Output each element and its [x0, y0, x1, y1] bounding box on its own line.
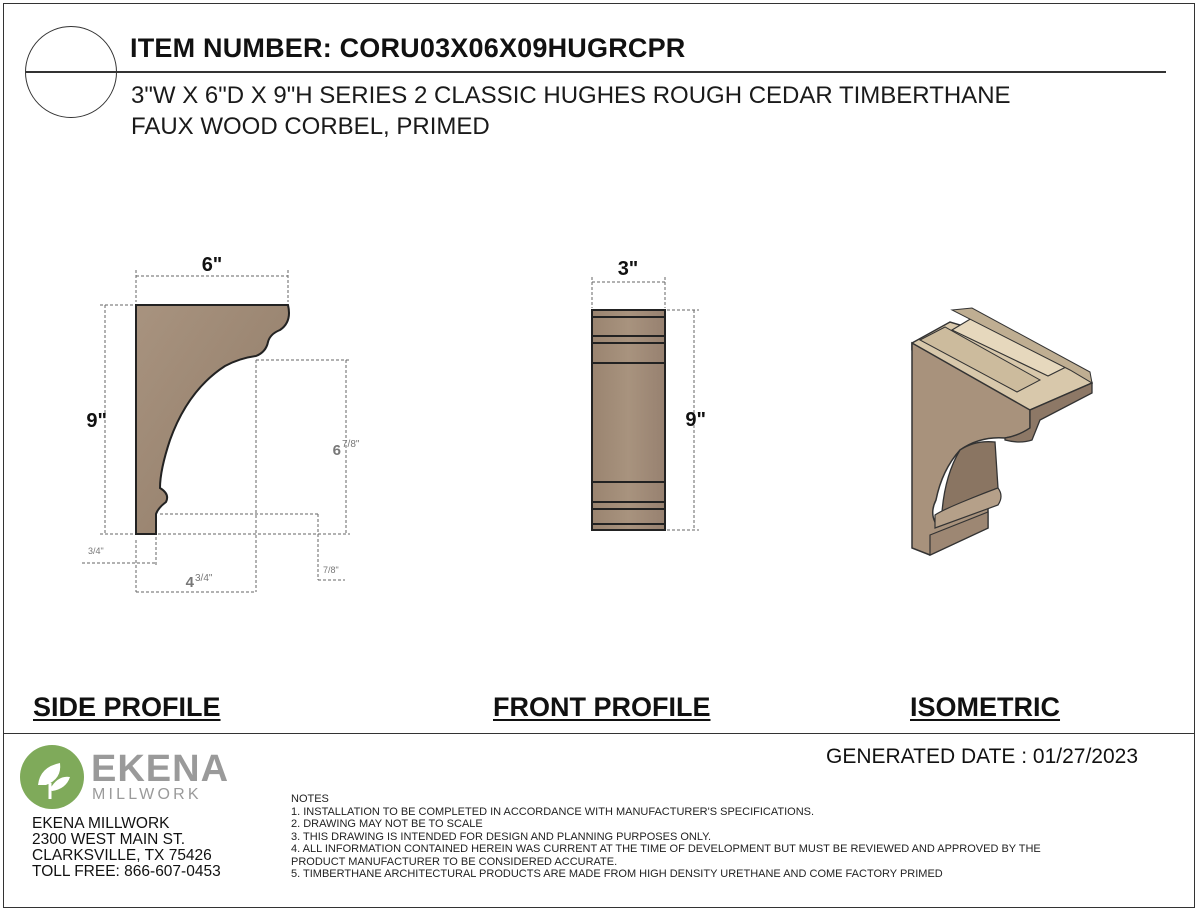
notes-line: 4. ALL INFORMATION CONTAINED HEREIN WAS CURRENT AT THE TIME OF DEVELOPMENT BUT MUST BE REVIEWED AND APPROVED BY THE — [291, 843, 1041, 855]
side-profile-label: SIDE PROFILE — [33, 692, 221, 722]
front-width-dim: 3" — [617, 258, 639, 280]
address-line: TOLL FREE: 866-607-0453 — [32, 863, 221, 880]
description-line-1: 3"W X 6"D X 9"H SERIES 2 CLASSIC HUGHES ROUGH CEDAR TIMBERTHANE — [131, 82, 1011, 109]
notes-line: 1. INSTALLATION TO BE COMPLETED IN ACCORDANCE WITH MANUFACTURER'S SPECIFICATIONS. — [291, 805, 815, 818]
side-arc-dim-frac: 7/8" — [342, 439, 360, 450]
notes-line: 3. THIS DRAWING IS INTENDED FOR DESIGN AND PLANNING PURPOSES ONLY. — [291, 830, 712, 843]
isometric-label: ISOMETRIC — [910, 692, 1061, 722]
side-right-dim: 7/8" — [323, 565, 339, 575]
address-line: CLARKSVILLE, TX 75426 — [32, 847, 212, 864]
side-left-dim: 3/4" — [88, 546, 104, 556]
side-base-dim-frac: 3/4" — [195, 573, 213, 584]
front-profile — [592, 258, 706, 530]
company-address — [32, 816, 221, 880]
address-line: 2300 WEST MAIN ST. — [32, 831, 186, 848]
side-width-dim: 6" — [201, 254, 223, 276]
generated-date: GENERATED DATE : 01/27/2023 — [826, 745, 1139, 768]
address-line: EKENA MILLWORK — [32, 815, 170, 832]
notes-line: 2. DRAWING MAY NOT BE TO SCALE — [291, 818, 483, 830]
brand-name: EKENA — [91, 748, 230, 790]
notes-line: PRODUCT MANUFACTURER TO BE CONSIDERED ACCURATE. — [291, 855, 618, 868]
side-profile-shape — [136, 305, 289, 534]
item-number: ITEM NUMBER: CORU03X06X09HUGRCPR — [130, 33, 686, 63]
ekena-leaf-logo — [20, 745, 84, 809]
notes-line: 5. TIMBERTHANE ARCHITECTURAL PRODUCTS ARE MADE FROM HIGH DENSITY URETHANE AND COME FACTORY PRIMED — [291, 868, 943, 880]
footer-rule — [3, 733, 1195, 734]
side-height-dim: 9" — [86, 410, 107, 432]
brand-subtitle: MILLWORK — [92, 786, 202, 803]
isometric-view — [912, 308, 1092, 555]
side-base-dim-whole: 4 — [185, 574, 194, 591]
notes-line: NOTES — [291, 793, 329, 805]
description-line-2: FAUX WOOD CORBEL, PRIMED — [131, 113, 490, 140]
front-height-dim: 9" — [685, 409, 706, 431]
notes-block — [291, 793, 1041, 881]
front-profile-label: FRONT PROFILE — [493, 692, 711, 722]
side-profile — [82, 254, 360, 592]
side-arc-dim-whole: 6 — [332, 442, 341, 459]
